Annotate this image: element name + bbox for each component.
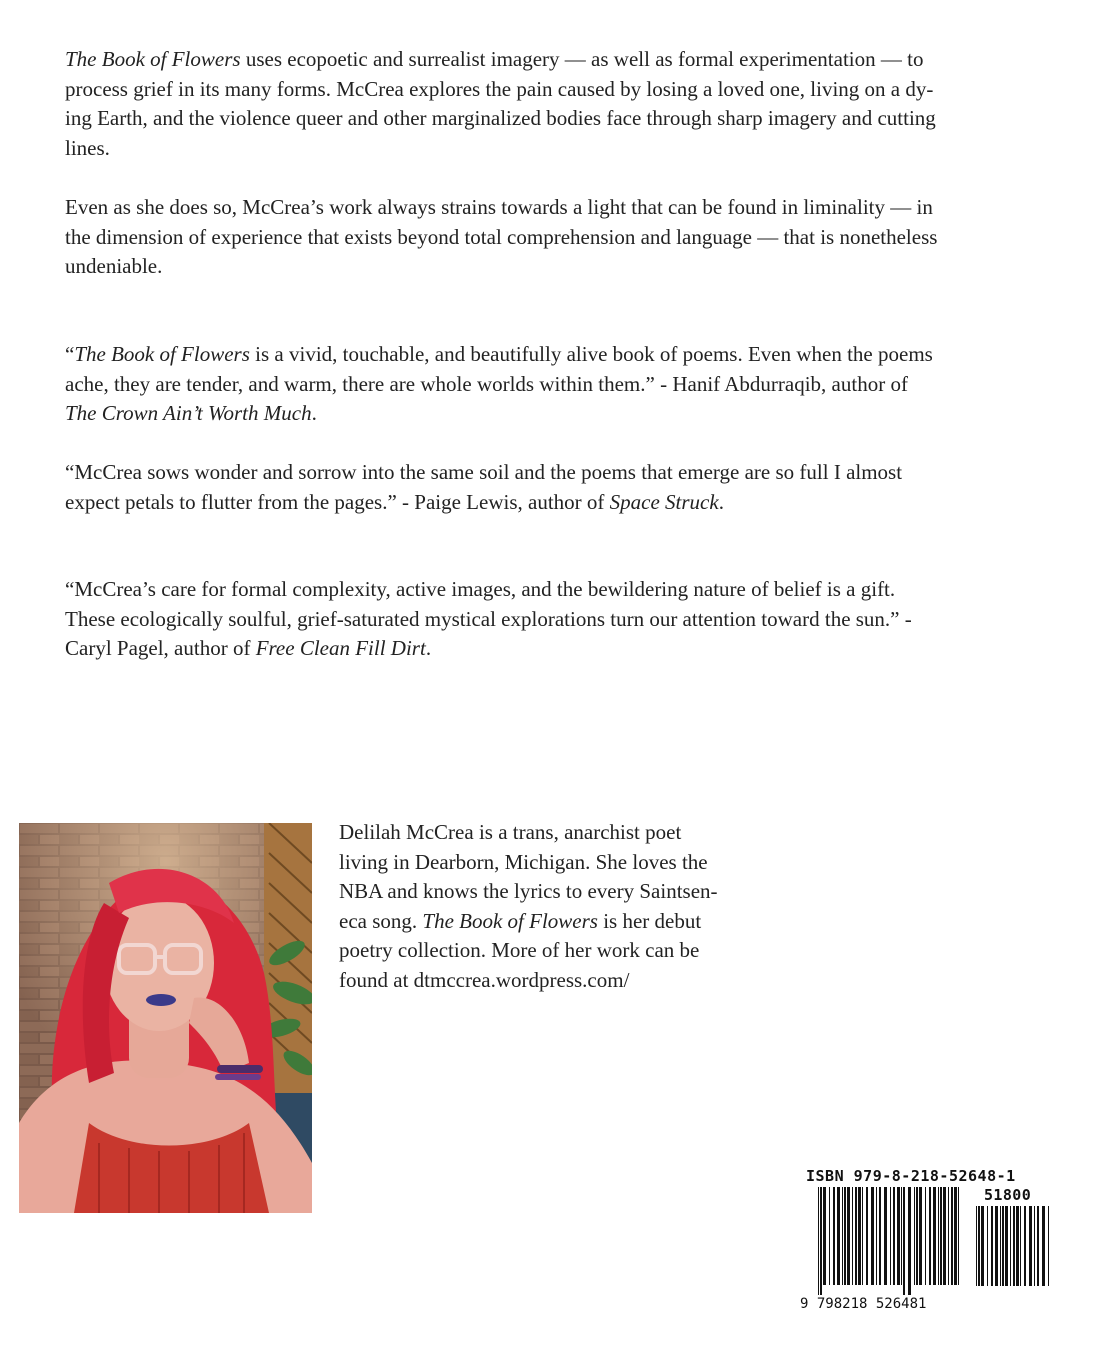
description-line: lines. xyxy=(65,135,110,160)
author-photo xyxy=(19,823,312,1213)
bio-line: poetry collection. More of her work can be xyxy=(339,938,700,962)
bio-line: living in Dearborn, Michigan. She loves the xyxy=(339,849,708,874)
book-title: The Book of Flowers xyxy=(65,47,241,71)
book-title: The Book of Flowers xyxy=(74,342,250,366)
description-line: undeniable. xyxy=(65,254,163,278)
blurb-line: expect petals to flutter from the pages.” - Paige Lewis, author of Space Struck. xyxy=(65,489,724,514)
book-title: The Book of Flowers xyxy=(422,908,598,933)
blurb-line: “McCrea sows wonder and sorrow into the same soil and the poems that emerge are so full I almost xyxy=(65,460,903,484)
bio-line: Delilah McCrea is a trans, anarchist poet xyxy=(339,820,682,844)
bio-line: eca song. The Book of Flowers is her debut xyxy=(339,908,702,933)
description-line: process grief in its many forms. McCrea explores the pain caused by losing a loved one, living on a dy- xyxy=(65,76,934,101)
description-paragraph-1 xyxy=(65,45,1090,163)
price-code: 51800 xyxy=(984,1186,1032,1204)
author-book-title: Space Struck xyxy=(609,489,719,514)
blurb-line: Caryl Pagel, author of Free Clean Fill Dirt. xyxy=(65,636,432,660)
author-portrait-illustration xyxy=(19,823,312,1213)
bio-line: NBA and knows the lyrics to every Saintsen- xyxy=(339,879,718,903)
description-paragraph-2 xyxy=(65,193,1090,282)
description-line: The Book of Flowers uses ecopoetic and surrealist imagery — as well as formal experimentation — to xyxy=(65,47,924,71)
description-line: the dimension of experience that exists beyond total comprehension and language — that is nonetheless xyxy=(65,224,938,249)
bio-line: found at dtmccrea.wordpress.com/ xyxy=(339,967,630,992)
blurb-line: ache, they are tender, and warm, there are whole worlds within them.” - Hanif Abdurraqib, author of xyxy=(65,371,908,396)
author-book-title: The Crown Ain’t Worth Much xyxy=(65,401,312,425)
isbn-number: ISBN 979-8-218-52648-1 xyxy=(806,1167,1016,1185)
blurb-pagel xyxy=(65,575,1090,664)
blurb-line: “McCrea’s care for formal complexity, active images, and the bewildering nature of belief is a gift. xyxy=(65,577,896,601)
blurb-line: “The Book of Flowers is a vivid, touchable, and beautifully alive book of poems. Even when the poems xyxy=(65,342,933,366)
blurb-line: The Crown Ain’t Worth Much. xyxy=(65,401,317,425)
blurb-lewis xyxy=(65,458,1090,517)
author-bio xyxy=(339,818,769,995)
addon-barcode xyxy=(976,1206,1052,1296)
blurb-line: These ecologically soulful, grief-saturated mystical explorations turn our attention toward the sun.” - xyxy=(65,606,912,631)
description-line: Even as she does so, McCrea’s work always strains towards a light that can be found in liminality — in xyxy=(65,195,933,219)
blurb-abdurraqib xyxy=(65,340,1090,429)
ean-digits: 9 798218 526481 xyxy=(800,1296,927,1312)
description-line: ing Earth, and the violence queer and other marginalized bodies face through sharp imagery and cutting xyxy=(65,106,936,130)
ean-barcode xyxy=(818,1187,964,1295)
author-book-title: Free Clean Fill Dirt xyxy=(255,636,426,660)
